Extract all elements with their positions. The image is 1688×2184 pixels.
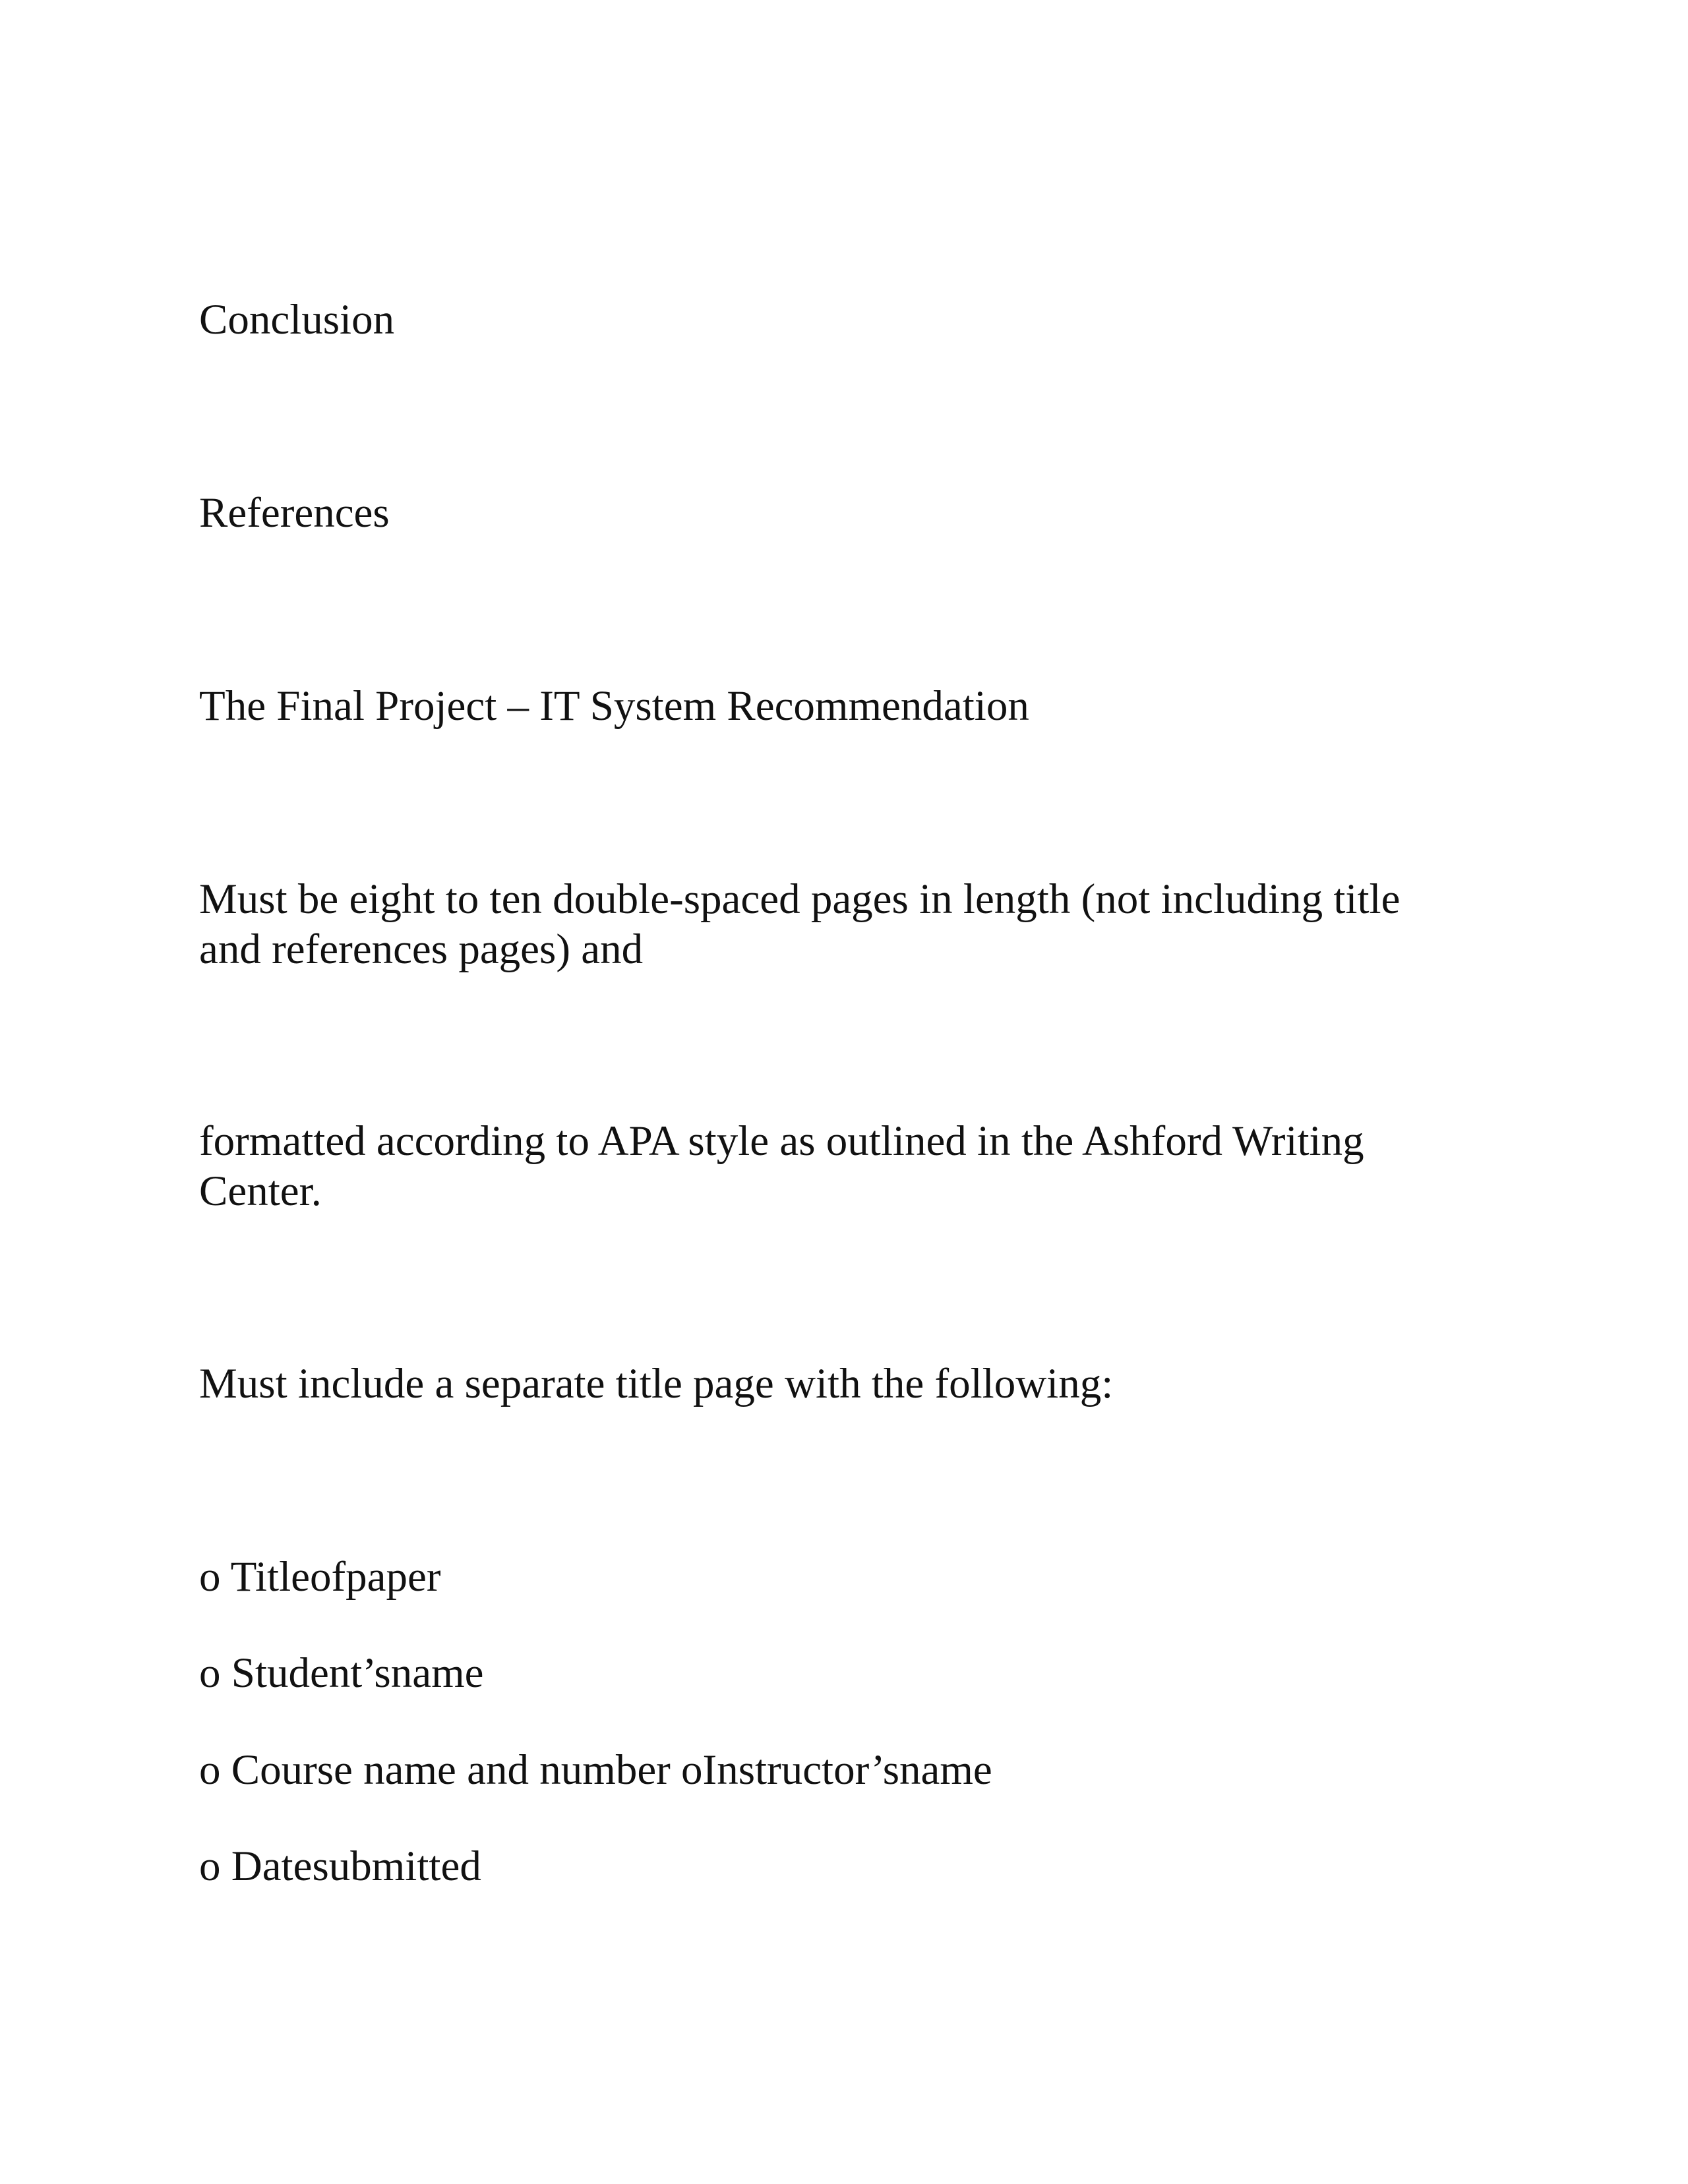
requirement-length-paragraph: [199, 874, 1518, 974]
list-item: o Student’sname: [199, 1649, 484, 1697]
list-item: o Titleofpaper: [199, 1553, 441, 1601]
heading-references: References: [199, 489, 390, 537]
requirement-format-line-2: Center.: [199, 1167, 322, 1215]
requirement-title-page: Must include a separate title page with the following:: [199, 1360, 1114, 1407]
requirement-length-line-1: Must be eight to ten double-spaced pages in length (not including title: [199, 875, 1401, 923]
project-title: The Final Project – IT System Recommendation: [199, 682, 1029, 730]
list-item: o Course name and number oInstructor’sname: [199, 1746, 992, 1794]
requirement-format-paragraph: [199, 1116, 1518, 1216]
requirement-format-line-1: formatted according to APA style as outlined in the Ashford Writing: [199, 1117, 1364, 1165]
heading-conclusion: Conclusion: [199, 296, 395, 343]
list-item: o Datesubmitted: [199, 1843, 481, 1890]
requirement-length-line-2: and references pages) and: [199, 926, 644, 973]
